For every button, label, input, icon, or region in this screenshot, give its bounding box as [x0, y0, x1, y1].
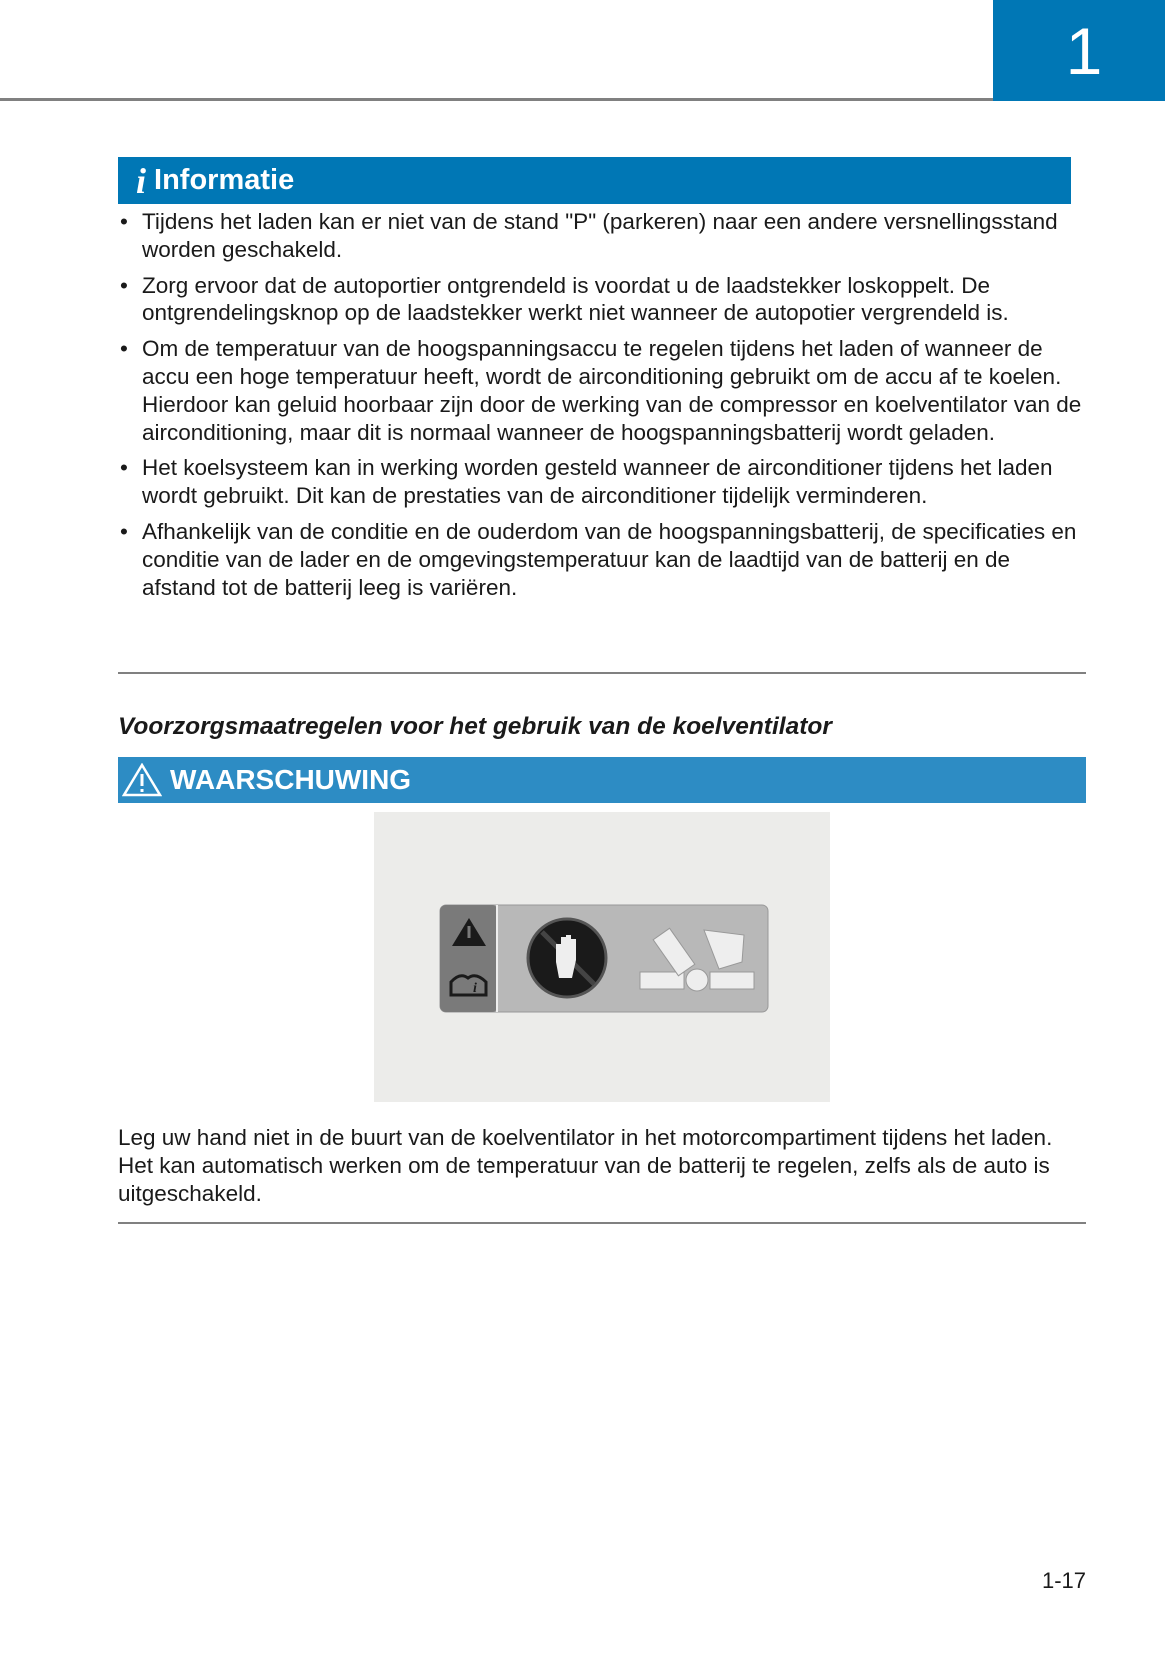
chapter-tab: 1	[993, 0, 1165, 101]
info-title: Informatie	[154, 164, 295, 196]
header-rule	[0, 98, 993, 101]
warning-banner	[118, 757, 1086, 803]
divider	[118, 1222, 1086, 1224]
warning-label-illustration	[374, 812, 830, 1102]
no-hand-icon	[528, 919, 606, 997]
svg-text:i: i	[473, 981, 477, 996]
info-icon: i	[136, 160, 147, 201]
divider	[118, 672, 1086, 674]
warning-text: Leg uw hand niet in de buurt van de koelventilator in het motorcompartiment tijdens het laden. Het kan automatisch werken om de temperatuur van de batterij te regelen, zelfs als de auto is uitgeschakeld.	[118, 1125, 1053, 1206]
list-item: • Om de temperatuur van de hoogspanningsaccu te regelen tijdens het laden of wanneer de accu een hoge temperatuur heeft, wordt de airconditioning gebruikt om de accu af te koelen. Hierdoor kan geluid hoorbaar zijn door de werking van de compressor en koelventilator van de airconditioning, maar dit is normaal wanneer de hoogspanningsbatterij wordt geladen.	[118, 335, 1088, 446]
list-item: • Tijdens het laden kan er niet van de stand "P" (parkeren) naar een andere versnellingsstand worden geschakeld.	[118, 208, 1088, 264]
list-item: • Het koelsysteem kan in werking worden gesteld wanneer de airconditioner tijdens het laden wordt gebruikt. Dit kan de prestaties van de airconditioner tijdelijk verminderen.	[118, 454, 1088, 510]
info-list	[118, 208, 1088, 609]
page-number: 1-17	[1041, 1568, 1086, 1593]
warning-title: WAARSCHUWING	[170, 764, 412, 795]
warning-triangle-icon	[122, 763, 162, 797]
info-banner	[118, 157, 1071, 204]
section-heading: Voorzorgsmaatregelen voor het gebruik van de koelventilator	[118, 713, 832, 740]
list-item: • Zorg ervoor dat de autoportier ontgrendeld is voordat u de laadstekker loskoppelt. De ontgrendelingsknop op de laadstekker werkt niet wanneer de autopotier vergrendeld is.	[118, 272, 1088, 328]
list-item: • Afhankelijk van de conditie en de ouderdom van de hoogspanningsbatterij, de specificaties en conditie van de lader en de omgevingstemperatuur kan de laadtijd van de batterij en de afstand tot de batterij leeg is variëren.	[118, 518, 1088, 601]
